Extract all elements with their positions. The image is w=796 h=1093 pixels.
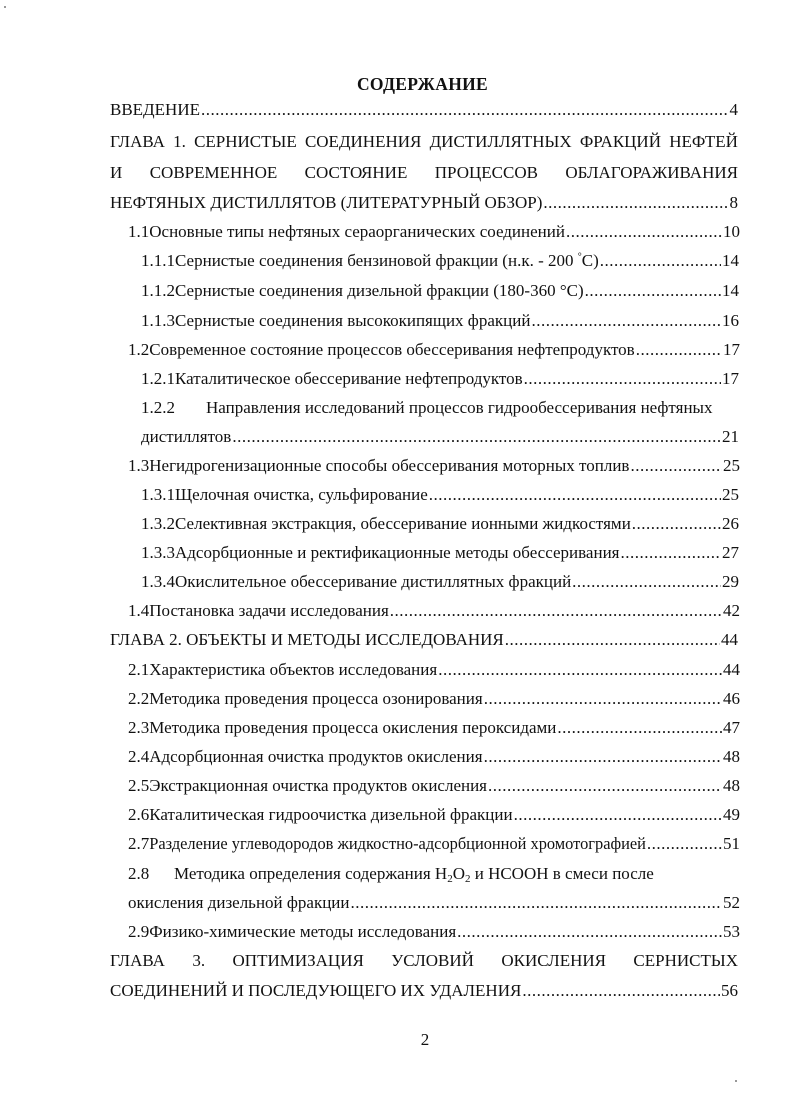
toc-entry-2-2[interactable]: 2.2 Методика проведения процесса озонирования ..... 46 xyxy=(128,688,740,710)
toc-entry-2-6[interactable]: 2.6 Каталитическая гидроочистка дизельной фракции ..... 49 xyxy=(128,804,740,826)
leader-dots xyxy=(585,280,721,302)
leader-dots xyxy=(647,833,722,855)
leader-dots xyxy=(488,775,722,797)
toc-entry-2-8-cont[interactable]: окисления дизельной фракции ..... 52 xyxy=(128,892,740,914)
leader-dots xyxy=(636,339,722,361)
toc-entry-chapter-1-line-2[interactable]: И СОВРЕМЕННОЕ СОСТОЯНИЕ ПРОЦЕССОВ ОБЛАГОРАЖИВАНИЯ xyxy=(110,163,738,182)
scan-speck xyxy=(4,6,6,8)
leader-dots xyxy=(632,513,721,535)
toc-entry-1-2-2[interactable]: 1.2.2 Направления исследований процессов гидрообессеривания нефтяных xyxy=(141,398,713,417)
toc-entry-chapter-1-line-1[interactable]: ГЛАВА 1. СЕРНИСТЫЕ СОЕДИНЕНИЯ ДИСТИЛЛЯТНЫХ ФРАКЦИЙ НЕФТЕЙ xyxy=(110,132,738,151)
toc-entry-chapter-3-line-2[interactable]: СОЕДИНЕНИЙ И ПОСЛЕДУЮЩЕГО ИХ УДАЛЕНИЯ ..... 56 xyxy=(110,980,738,1002)
leader-dots xyxy=(566,221,722,243)
leader-dots xyxy=(621,542,722,564)
toc-entry-intro[interactable]: ВВЕДЕНИЕ ..... 4 xyxy=(110,99,738,121)
toc-entry-2-9[interactable]: 2.9 Физико-химические методы исследования ..... 53 xyxy=(128,921,740,943)
toc-entry-1-1[interactable]: 1.1 Основные типы нефтяных сераорганических соединений ..... 10 xyxy=(128,221,740,243)
leader-dots xyxy=(522,980,720,1002)
toc-entry-chapter-2[interactable]: ГЛАВА 2. ОБЪЕКТЫ И МЕТОДЫ ИССЛЕДОВАНИЯ ..... 44 xyxy=(110,629,738,651)
toc-entry-1-2[interactable]: 1.2 Современное состояние процессов обессеривания нефтепродуктов ..... 17 xyxy=(128,339,740,361)
leader-dots xyxy=(390,600,722,622)
toc-entry-1-1-2[interactable]: 1.1.2 Сернистые соединения дизельной фракции (180-360 °С) ..... 14 xyxy=(141,280,739,302)
leader-dots xyxy=(572,571,721,593)
toc-entry-1-1-1[interactable]: 1.1.1 Сернистые соединения бензиновой фракции (н.к. - 200 °С) ..... 14 xyxy=(141,250,739,272)
toc-entry-1-3-2[interactable]: 1.3.2 Селективная экстракция, обессеривание ионными жидкостями ..... 26 xyxy=(141,513,739,535)
toc-entry-1-4[interactable]: 1.4 Постановка задачи исследования ..... 42 xyxy=(128,600,740,622)
leader-dots xyxy=(557,717,722,739)
toc-entry-1-3-1[interactable]: 1.3.1 Щелочная очистка, сульфирование ..... 25 xyxy=(141,484,739,506)
toc-entry-1-3[interactable]: 1.3 Негидрогенизационные способы обессеривания моторных топлив ..... 25 xyxy=(128,455,740,477)
toc-entry-1-2-2-cont[interactable]: дистиллятов ..... 21 xyxy=(141,426,739,448)
toc-entry-1-3-4[interactable]: 1.3.4 Окислительное обессеривание дистиллятных фракций ..... 29 xyxy=(141,571,739,593)
leader-dots xyxy=(524,368,721,390)
leader-dots xyxy=(484,746,722,768)
toc-entry-2-3[interactable]: 2.3 Методика проведения процесса окисления пероксидами ..... 47 xyxy=(128,717,740,739)
leader-dots xyxy=(514,804,722,826)
leader-dots xyxy=(543,192,728,214)
toc-entry-1-2-1[interactable]: 1.2.1 Каталитическое обессеривание нефтепродуктов ..... 17 xyxy=(141,368,739,390)
leader-dots xyxy=(232,426,721,448)
toc-entry-chapter-1-line-3[interactable]: НЕФТЯНЫХ ДИСТИЛЛЯТОВ (ЛИТЕРАТУРНЫЙ ОБЗОР) ..... 8 xyxy=(110,192,738,214)
toc-entry-1-1-3[interactable]: 1.1.3 Сернистые соединения высококипящих фракций ..... 16 xyxy=(141,310,739,332)
leader-dots xyxy=(600,250,721,272)
toc-entry-chapter-3-line-1[interactable]: ГЛАВА 3. ОПТИМИЗАЦИЯ УСЛОВИЙ ОКИСЛЕНИЯ СЕРНИСТЫХ xyxy=(110,951,738,970)
leader-dots xyxy=(505,629,720,651)
leader-dots xyxy=(457,921,722,943)
page-title: СОДЕРЖАНИЕ xyxy=(356,74,488,94)
toc-entry-2-1[interactable]: 2.1 Характеристика объектов исследования ..... 44 xyxy=(128,659,740,681)
toc-entry-2-5[interactable]: 2.5 Экстракционная очистка продуктов окисления ..... 48 xyxy=(128,775,740,797)
leader-dots xyxy=(201,99,729,121)
leader-dots xyxy=(630,455,722,477)
toc-entry-1-3-3[interactable]: 1.3.3 Адсорбционные и ректификационные методы обессеривания ..... 27 xyxy=(141,542,739,564)
toc-entry-2-8[interactable]: 2.8 Методика определения содержания $H_2O_2$ и HCOOH в смеси после xyxy=(128,864,654,885)
scan-speck xyxy=(735,1080,737,1082)
leader-dots xyxy=(531,310,721,332)
leader-dots xyxy=(351,892,723,914)
toc-entry-2-4[interactable]: 2.4 Адсорбционная очистка продуктов окисления ..... 48 xyxy=(128,746,740,768)
page-number: 2 xyxy=(420,1030,430,1049)
toc-entry-2-7[interactable]: 2.7 Разделение углеводородов жидкостно-адсорбционной хромотографией ..... 51 xyxy=(128,833,740,855)
leader-dots xyxy=(438,659,722,681)
leader-dots xyxy=(484,688,722,710)
leader-dots xyxy=(429,484,721,506)
